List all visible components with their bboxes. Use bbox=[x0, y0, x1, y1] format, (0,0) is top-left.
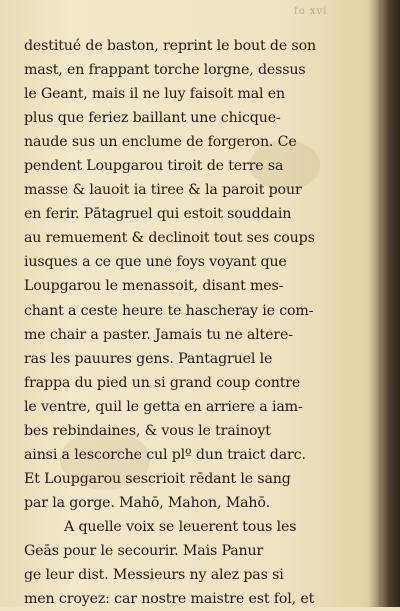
text-line: bes rebindaines, & vous le trainoyt bbox=[24, 422, 271, 439]
text-block bbox=[24, 34, 362, 611]
text-line: ainsi a lescorche cul plº dun traict darc. bbox=[24, 446, 306, 463]
text-line: le ventre, quil le getta en arriere a iam- bbox=[24, 398, 303, 415]
text-line: masse & lauoit ia tiree & la paroit pour bbox=[24, 182, 302, 199]
text-line: Et Loupgarou sescrioit rēdant le sang bbox=[24, 470, 291, 487]
text-line: ras les pauures gens. Pantagruel le bbox=[24, 350, 273, 367]
running-head: fo xvi bbox=[294, 6, 328, 17]
text-line: ge leur dist. Messieurs ny alez pas si bbox=[24, 567, 284, 584]
text-line: A quelle voix se leuerent tous les bbox=[64, 518, 297, 535]
text-line: Loupgarou le menassoit, disant mes- bbox=[24, 278, 284, 295]
text-line: destitué de baston, reprint le bout de son bbox=[24, 38, 316, 54]
text-line: par la gorge. Mahō, Mahon, Mahō. bbox=[24, 494, 271, 511]
text-line: au remuement & declinoit tout ses coups bbox=[24, 230, 315, 247]
text-line: pendent Loupgarou tiroit de terre sa bbox=[24, 158, 284, 175]
book-binding bbox=[382, 0, 400, 607]
text-line: le Geant, mais il ne luy faisoit mal en bbox=[24, 86, 286, 103]
text-line: men croyez: car nostre maistre est fol, et bbox=[24, 591, 315, 608]
text-line: naude sus un enclume de forgeron. Ce bbox=[24, 134, 297, 151]
text-line: plus que feriez baillant une chicque- bbox=[24, 110, 281, 127]
text-line: mast, en frappant torche lorgne, dessus bbox=[24, 62, 306, 79]
text-line: me chair a paster. Jamais tu ne altere- bbox=[24, 326, 293, 343]
text-line: Geās pour le secourir. Mais Panur bbox=[24, 542, 264, 559]
text-line: iusques a ce que une foys voyant que bbox=[24, 254, 287, 271]
text-line: frappa du pied un si grand coup contre bbox=[24, 374, 301, 391]
text-line: en ferir. Pātagruel qui estoit souddain bbox=[24, 206, 292, 223]
text-line: chant a ceste heure te hascheray ie com- bbox=[24, 302, 314, 319]
